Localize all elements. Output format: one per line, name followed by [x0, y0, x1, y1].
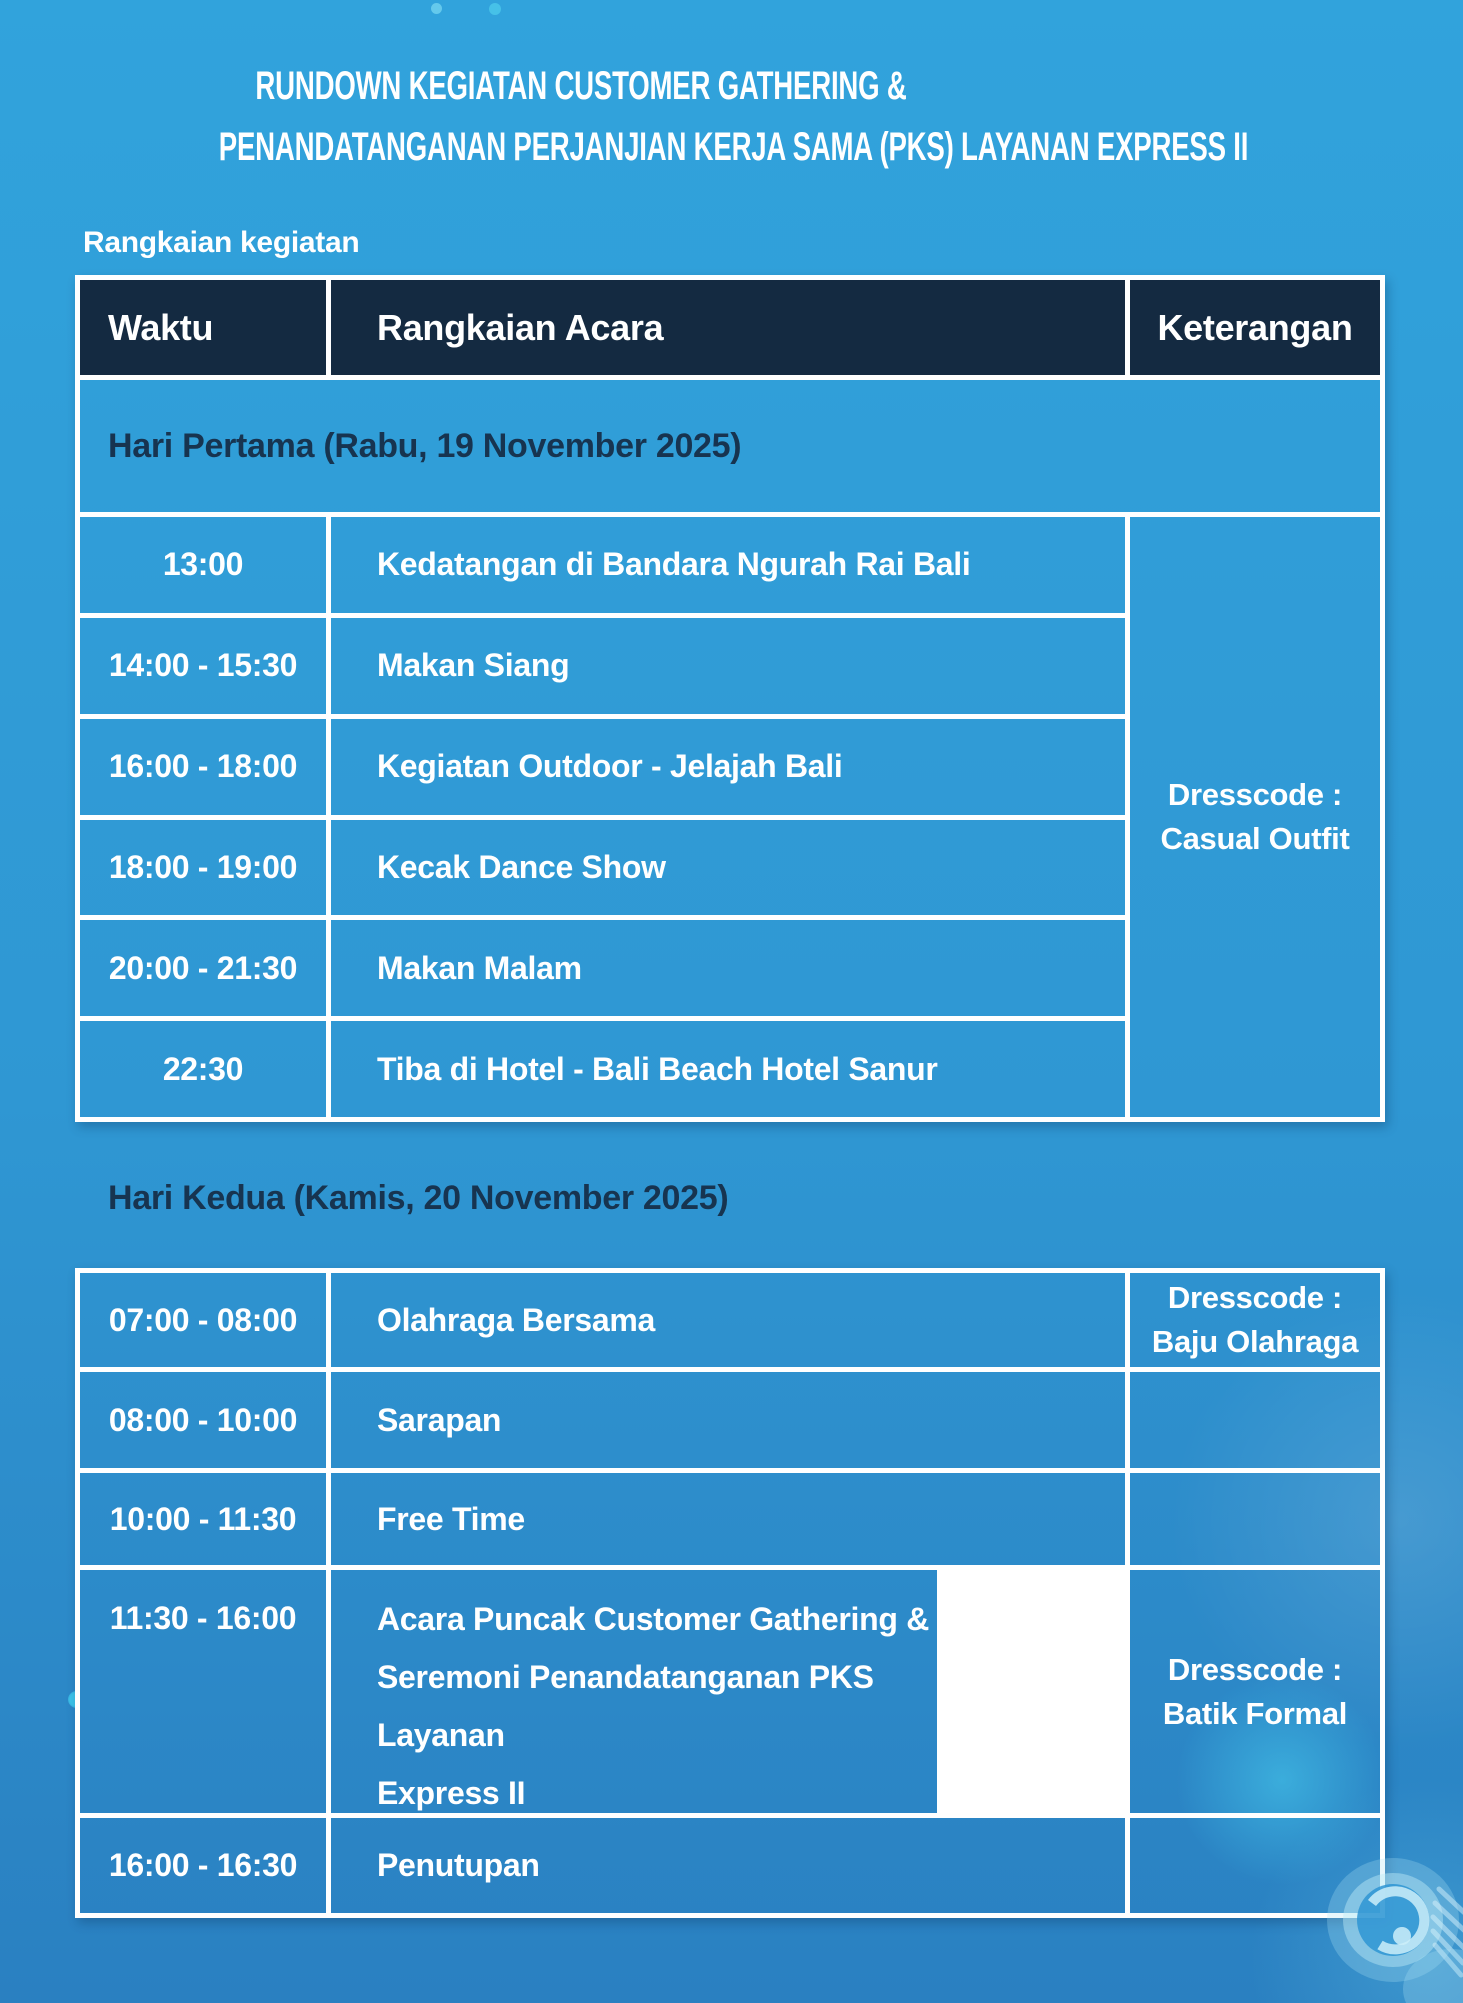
time-cell: 13:00	[80, 517, 326, 613]
time-cell: 20:00 - 21:30	[80, 920, 326, 1016]
note-cell-empty	[1130, 1818, 1380, 1913]
event-cell: Makan Siang	[331, 618, 1125, 714]
event-cell: Tiba di Hotel - Bali Beach Hotel Sanur	[331, 1021, 1125, 1117]
rundown-table-day1	[75, 275, 1385, 1122]
note-cell	[1130, 1570, 1380, 1813]
note-cell-empty	[1130, 1372, 1380, 1468]
note-cell-empty	[1130, 1473, 1380, 1565]
time-cell: 10:00 - 11:30	[80, 1473, 326, 1565]
time-cell: 14:00 - 15:30	[80, 618, 326, 714]
note-line: Baju Olahraga	[1151, 1324, 1359, 1359]
time-cell: 11:30 - 16:00	[80, 1570, 326, 1813]
column-header-keterangan: Keterangan	[1130, 280, 1380, 375]
decor-dot-top-right	[489, 3, 501, 15]
column-header-waktu: Waktu	[80, 280, 326, 375]
time-cell: 18:00 - 19:00	[80, 820, 326, 916]
event-cell: Kegiatan Outdoor - Jelajah Bali	[331, 719, 1125, 815]
event-line: Seremoni Penandatanganan PKS Layanan	[377, 1659, 874, 1753]
column-header-rangkaian-acara: Rangkaian Acara	[331, 280, 1125, 375]
time-cell: 22:30	[80, 1021, 326, 1117]
time-cell: 08:00 - 10:00	[80, 1372, 326, 1468]
event-cell: Free Time	[331, 1473, 1125, 1565]
section-label: Rangkaian kegiatan	[83, 226, 360, 259]
note-line: Dresscode :	[1167, 1280, 1343, 1315]
day2-header: Hari Kedua (Kamis, 20 November 2025)	[108, 1179, 729, 1217]
note-line: Casual Outfit	[1160, 821, 1350, 856]
decor-dot-top-left	[431, 3, 442, 14]
event-cell: Olahraga Bersama	[331, 1273, 1125, 1367]
time-cell: 07:00 - 08:00	[80, 1273, 326, 1367]
event-cell: Kedatangan di Bandara Ngurah Rai Bali	[331, 517, 1125, 613]
event-cell: Penutupan	[331, 1818, 1125, 1913]
note-line: Batik Formal	[1162, 1695, 1348, 1731]
page-title-line2: PENANDATANGANAN PERJANJIAN KERJA SAMA (PKS) LAYANAN EXPRESS II	[218, 125, 1249, 169]
page-title-line1: RUNDOWN KEGIATAN CUSTOMER GATHERING &	[255, 64, 907, 108]
page-title	[56, 56, 1249, 178]
note-line: Dresscode :	[1167, 1651, 1343, 1687]
event-line: Express II	[377, 1775, 526, 1811]
time-cell: 16:00 - 16:30	[80, 1818, 326, 1913]
day1-dresscode-note	[1130, 517, 1380, 1117]
note-line: Dresscode :	[1167, 777, 1343, 812]
event-cell: Kecak Dance Show	[331, 820, 1125, 916]
event-cell: Sarapan	[331, 1372, 1125, 1468]
time-cell: 16:00 - 18:00	[80, 719, 326, 815]
rundown-table-day2	[75, 1268, 1385, 1918]
event-cell: Makan Malam	[331, 920, 1125, 1016]
event-cell	[331, 1570, 937, 1813]
day1-header-row: Hari Pertama (Rabu, 19 November 2025)	[80, 380, 1380, 512]
note-cell	[1130, 1273, 1380, 1367]
event-line: Acara Puncak Customer Gathering &	[377, 1601, 930, 1637]
